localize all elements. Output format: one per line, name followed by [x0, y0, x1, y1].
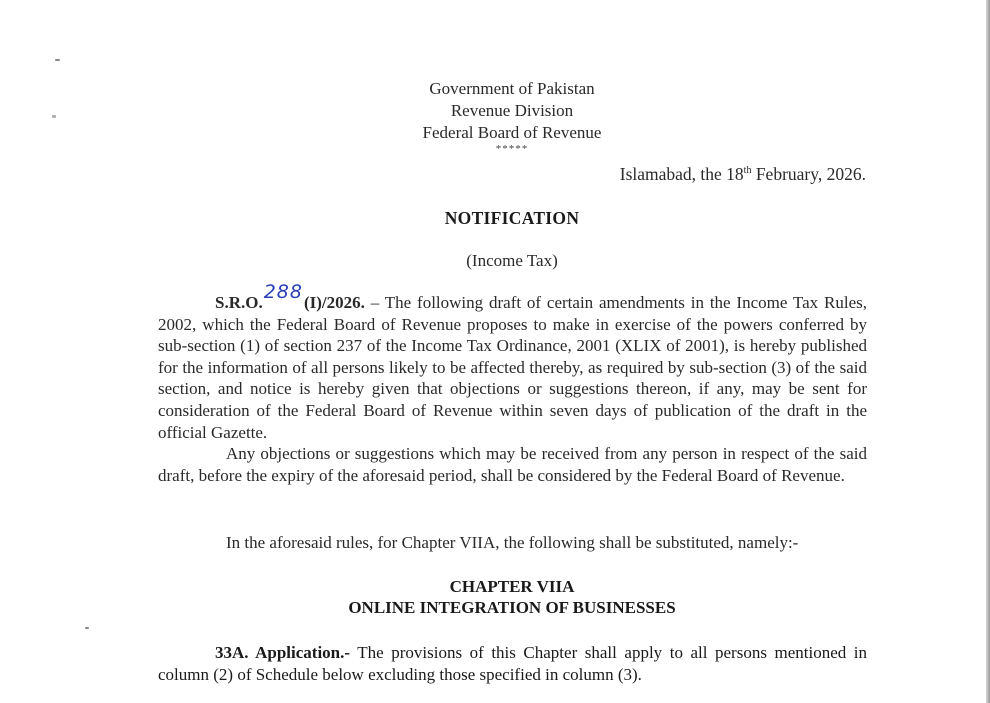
- dateline-ordinal: th: [743, 165, 752, 176]
- scan-speck: [52, 115, 56, 118]
- application-paragraph: [158, 642, 867, 685]
- paragraph1-text: – The following draft of certain amendments in the Income Tax Rules, 2002, which the Federal Board of Revenue proposes to make in exercise of the powers conferred by sub-section (1) of section 237 of the Income Tax Ordinance, 2001 (XLIX of 2001), is hereby published for the information of all persons likely to be affected thereby, as required by sub-section (3) of the said section, and notice is hereby given that objections or suggestions thereon, if any, may be sent for consideration of the Federal Board of Revenue within seven days of publication of the draft in the official Gazette.: [158, 293, 867, 442]
- handwritten-sro-number: 288: [263, 281, 303, 303]
- chapter-title: ONLINE INTEGRATION OF BUSINESSES: [348, 598, 676, 617]
- application-text: The provisions of this Chapter shall apply to all persons mentioned in column (2) of Schedule below excluding those specified in column (3).: [158, 643, 867, 684]
- paragraph-objections: Any objections or suggestions which may be received from any person in respect of the said draft, before the expiry of the aforesaid period, shall be considered by the Federal Board of Revenue.: [158, 444, 867, 485]
- substitution-intro: In the aforesaid rules, for Chapter VIIA, the following shall be substituted, namely:-: [226, 533, 799, 552]
- dateline-suffix: February, 2026.: [751, 164, 866, 184]
- header-board: Federal Board of Revenue: [422, 123, 602, 142]
- document-header: [360, 78, 664, 154]
- header-division: Revenue Division: [450, 101, 574, 120]
- sro-suffix: (I)/2026.: [303, 293, 365, 312]
- paragraph-sro: [158, 281, 867, 443]
- scan-speck: [55, 59, 60, 61]
- dateline-prefix: Islamabad, the 18: [619, 164, 744, 184]
- scan-speck: [85, 627, 89, 629]
- chapter-heading: [0, 576, 990, 618]
- sro-prefix: S.R.O.: [215, 293, 263, 312]
- application-heading: 33A. Application.-: [215, 643, 351, 662]
- chapter-number: CHAPTER VIIA: [449, 577, 575, 596]
- header-separator: *****: [495, 143, 529, 155]
- dateline: [620, 164, 866, 185]
- header-government: Government of Pakistan: [429, 79, 595, 98]
- notification-title: NOTIFICATION: [444, 208, 580, 228]
- notification-subtitle: (Income Tax): [466, 251, 558, 270]
